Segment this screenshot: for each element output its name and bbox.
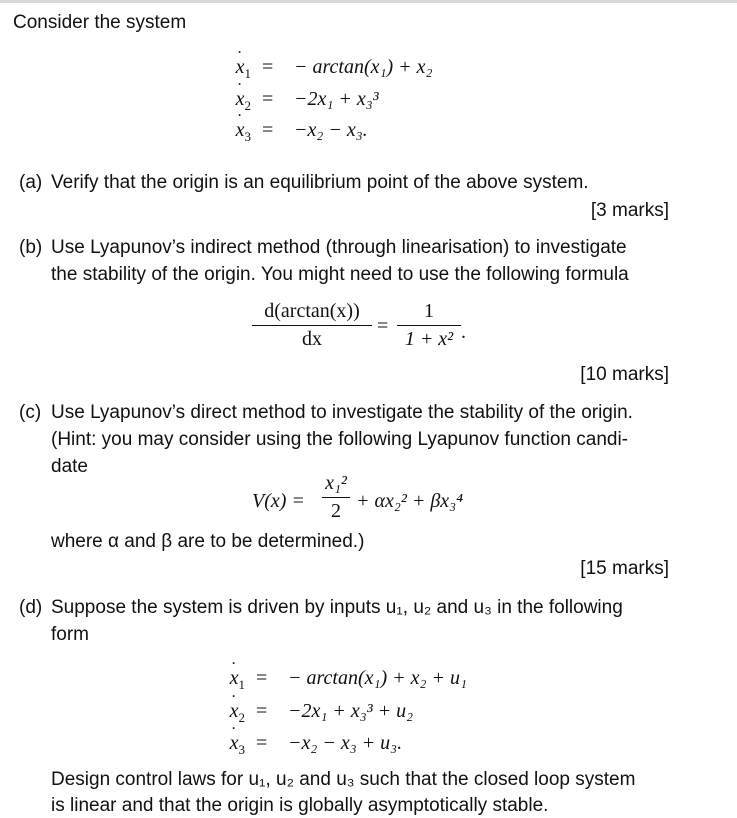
- eq6-rhs: −x₂ − x₃ + u₃.: [288, 732, 403, 754]
- rhs-numerator: 1: [424, 300, 434, 322]
- eq6-lhs: ˙ $x_3$: [215, 731, 245, 755]
- part-d-label: (d): [19, 597, 43, 618]
- eq4-lhs: ˙ $x_1$: [215, 666, 245, 690]
- part-c-label: (c): [19, 402, 42, 423]
- intro-text: Consider the system: [13, 12, 187, 33]
- formula-period: .: [461, 321, 466, 343]
- lyapunov-denominator: 2: [331, 500, 341, 522]
- part-a-marks: [3 marks]: [590, 200, 669, 221]
- part-d-line1: Suppose the system is driven by inputs u₁, u₂ and u₃ in the following: [51, 597, 623, 618]
- derivative-denominator: dx: [302, 328, 322, 350]
- part-d-line2: form: [51, 624, 89, 645]
- part-c-line3: date: [51, 456, 88, 477]
- eq3-lhs: ˙ $x_3$: [221, 118, 251, 142]
- lyapunov-lhs: V(x) =: [252, 490, 305, 512]
- eq2-rhs: −2x₁ + x₃³: [294, 88, 379, 110]
- part-d-line3: Design control laws for u₁, u₂ and u₃ such that the closed loop system: [51, 769, 636, 790]
- part-a-label: (a): [19, 172, 43, 193]
- eq1-lhs: ˙ $x_1$: [221, 55, 251, 79]
- lyapunov-numerator: x₁²: [325, 472, 347, 494]
- part-b-line2: the stability of the origin. You might need to use the following formula: [51, 264, 629, 285]
- part-c-line4: where α and β are to be determined.): [51, 531, 365, 552]
- top-border: [0, 0, 737, 3]
- lyapunov-fraction: [322, 472, 350, 523]
- part-c-marks: [15 marks]: [580, 558, 669, 579]
- part-d-line4: is linear and that the origin is globally asymptotically stable.: [51, 795, 549, 816]
- formula-equals: =: [377, 315, 389, 337]
- fraction-bar: [252, 325, 372, 326]
- eq3-sign: =: [262, 119, 274, 141]
- eq1-sign: =: [262, 56, 274, 78]
- eq5-sign: =: [256, 700, 268, 722]
- derivative-fraction: [252, 300, 372, 351]
- eq4-sign: =: [256, 667, 268, 689]
- eq6-sign: =: [256, 732, 268, 754]
- lyapunov-rest: + αx₂² + βx₃⁴: [356, 490, 464, 512]
- lyapunov-fraction-bar: [322, 497, 350, 498]
- eq4-rhs: − arctan(x₁) + x₂ + u₁: [288, 667, 467, 689]
- eq1-rhs: − arctan(x₁) + x₂: [294, 56, 433, 78]
- eq2-lhs: ˙ $x_2$: [221, 87, 251, 111]
- derivative-numerator: d(arctan(x)): [264, 300, 360, 322]
- eq2-sign: =: [262, 88, 274, 110]
- eq3-rhs: −x₂ − x₃.: [294, 119, 368, 141]
- rhs-denominator: 1 + x²: [404, 328, 454, 350]
- rhs-fraction-bar: [397, 325, 461, 326]
- part-b-marks: [10 marks]: [580, 364, 669, 385]
- part-a-text: Verify that the origin is an equilibrium point of the above system.: [51, 172, 589, 193]
- part-c-line2: (Hint: you may consider using the following Lyapunov function candi-: [51, 429, 629, 450]
- eq5-rhs: −2x₁ + x₃³ + u₂: [288, 700, 414, 722]
- part-b-label: (b): [19, 237, 43, 258]
- eq5-lhs: ˙ $x_2$: [215, 699, 245, 723]
- rhs-fraction: [397, 300, 461, 351]
- part-b-line1: Use Lyapunov’s indirect method (through linearisation) to investigate: [51, 237, 627, 258]
- part-c-line1: Use Lyapunov’s direct method to investigate the stability of the origin.: [51, 402, 633, 423]
